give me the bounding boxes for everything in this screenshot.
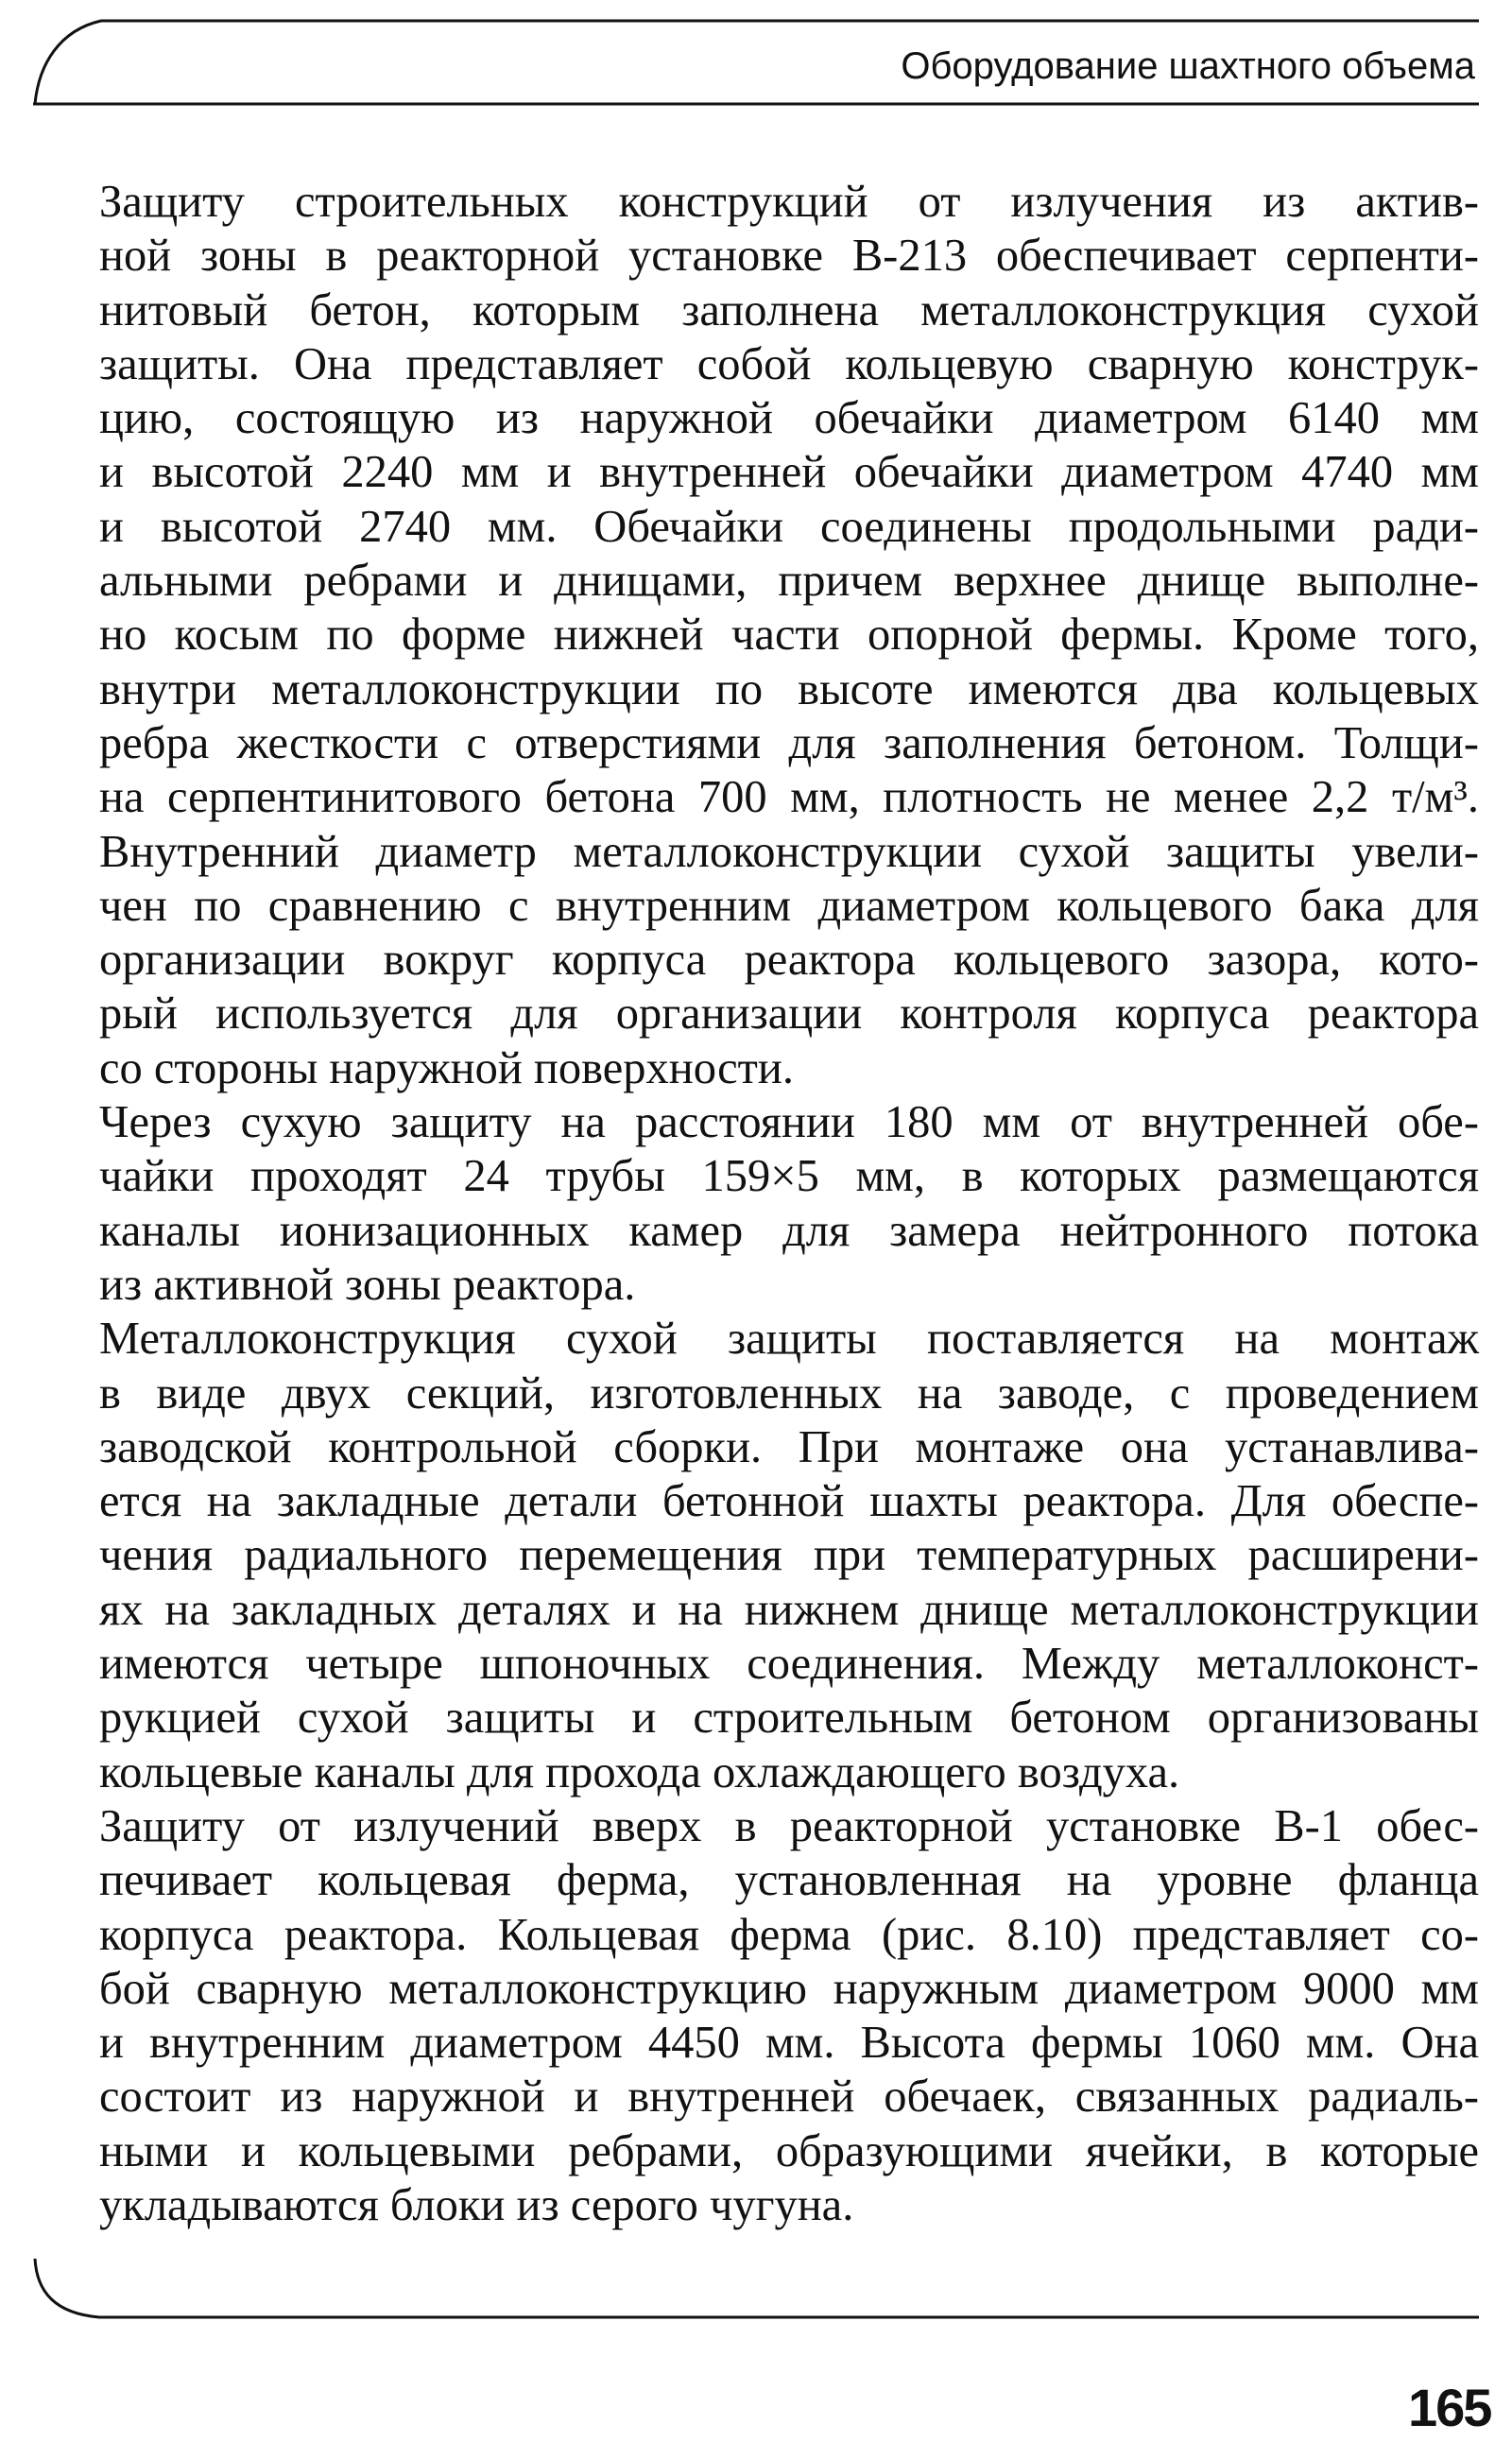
running-header xyxy=(33,17,1479,112)
text-line: внутри металлоконструкции по высоте имеются два кольцевых xyxy=(99,663,1479,714)
text-line: ях на закладных деталях и на нижнем днище металлоконструкции xyxy=(99,1584,1479,1635)
text-line: чайки проходят 24 трубы 159×5 мм, в которых размещаются xyxy=(99,1151,1479,1202)
paragraph xyxy=(99,1095,1479,1312)
text-line: со стороны наружной поверхности. xyxy=(99,1042,794,1093)
text-line: укладываются блоки из серого чугуна. xyxy=(99,2179,854,2230)
text-line: рый используется для организации контроля корпуса реактора xyxy=(99,989,1479,1040)
text-line: кольцевые каналы для прохода охлаждающего воздуха. xyxy=(99,1746,1180,1797)
text-line: Защиту строительных конструкций от излучения из актив- xyxy=(99,177,1479,227)
text-line: чения радиального перемещения при температурных расширени- xyxy=(99,1530,1479,1581)
text-line: чен по сравнению с внутренним диаметром кольцевого бака для xyxy=(99,880,1479,931)
text-line: ной зоны в реакторной установке В-213 обеспечивает серпенти- xyxy=(99,231,1479,282)
text-line: имеются четыре шпоночных соединения. Между металлоконст- xyxy=(99,1639,1479,1690)
text-line: ребра жесткости с отверстиями для заполнения бетоном. Толщи- xyxy=(99,717,1479,768)
page-number: 165 xyxy=(1408,2378,1491,2437)
text-line: каналы ионизационных камер для замера нейтронного потока xyxy=(99,1205,1479,1256)
paragraph xyxy=(99,1312,1479,1799)
body-text xyxy=(99,175,1479,2232)
text-line: и высотой 2740 мм. Обечайки соединены продольными ради- xyxy=(99,501,1479,552)
text-line: но косым по форме нижней части опорной фермы. Кроме того, xyxy=(99,610,1479,661)
text-line: и внутренним диаметром 4450 мм. Высота фермы 1060 мм. Она xyxy=(99,2018,1479,2069)
paragraph xyxy=(99,1799,1479,2232)
text-line: ными и кольцевыми ребрами, образующими ячейки, в которые xyxy=(99,2125,1479,2176)
text-line: корпуса реактора. Кольцевая ферма (рис. 8.10) представляет со- xyxy=(99,1909,1479,1960)
text-line: Защиту от излучений вверх в реакторной установке В-1 обес- xyxy=(99,1800,1479,1851)
header-title: Оборудование шахтного объема xyxy=(901,45,1475,87)
text-line: цию, состоящую из наружной обечайки диаметром 6140 мм xyxy=(99,393,1479,444)
text-line: заводской контрольной сборки. При монтаже она устанавлива- xyxy=(99,1421,1479,1472)
footer-rule-block xyxy=(33,2259,1479,2325)
paragraph xyxy=(99,175,1479,1095)
text-line: из активной зоны реактора. xyxy=(99,1259,636,1310)
text-line: и высотой 2240 мм и внутренней обечайки диаметром 4740 мм xyxy=(99,447,1479,498)
text-line: состоит из наружной и внутренней обечаек, связанных радиаль- xyxy=(99,2072,1479,2123)
text-line: ется на закладные детали бетонной шахты реактора. Для обеспе- xyxy=(99,1476,1479,1527)
text-line: на серпентинитового бетона 700 мм, плотность не менее 2,2 т/м³. xyxy=(99,772,1479,823)
text-line: альными ребрами и днищами, причем верхнее днище выполне- xyxy=(99,556,1479,607)
text-line: в виде двух секций, изготовленных на заводе, с проведением xyxy=(99,1367,1479,1419)
text-line: Металлоконструкция сухой защиты поставляется на монтаж xyxy=(99,1314,1479,1365)
text-line: рукцией сухой защиты и строительным бетоном организованы xyxy=(99,1693,1479,1744)
text-line: нитовый бетон, которым заполнена металлоконструкция сухой xyxy=(99,284,1479,335)
text-line: защиты. Она представляет собой кольцевую сварную конструк- xyxy=(99,338,1479,389)
footer-rule xyxy=(33,2259,1479,2325)
text-line: Через сухую защиту на расстоянии 180 мм от внутренней обе- xyxy=(99,1097,1479,1148)
text-line: организации вокруг корпуса реактора кольцевого зазора, кото- xyxy=(99,935,1479,986)
text-line: бой сварную металлоконструкцию наружным диаметром 9000 мм xyxy=(99,1963,1479,2014)
text-line: Внутренний диаметр металлоконструкции сухой защиты увели- xyxy=(99,826,1479,877)
text-line: печивает кольцевая ферма, установленная на уровне фланца xyxy=(99,1855,1479,1906)
